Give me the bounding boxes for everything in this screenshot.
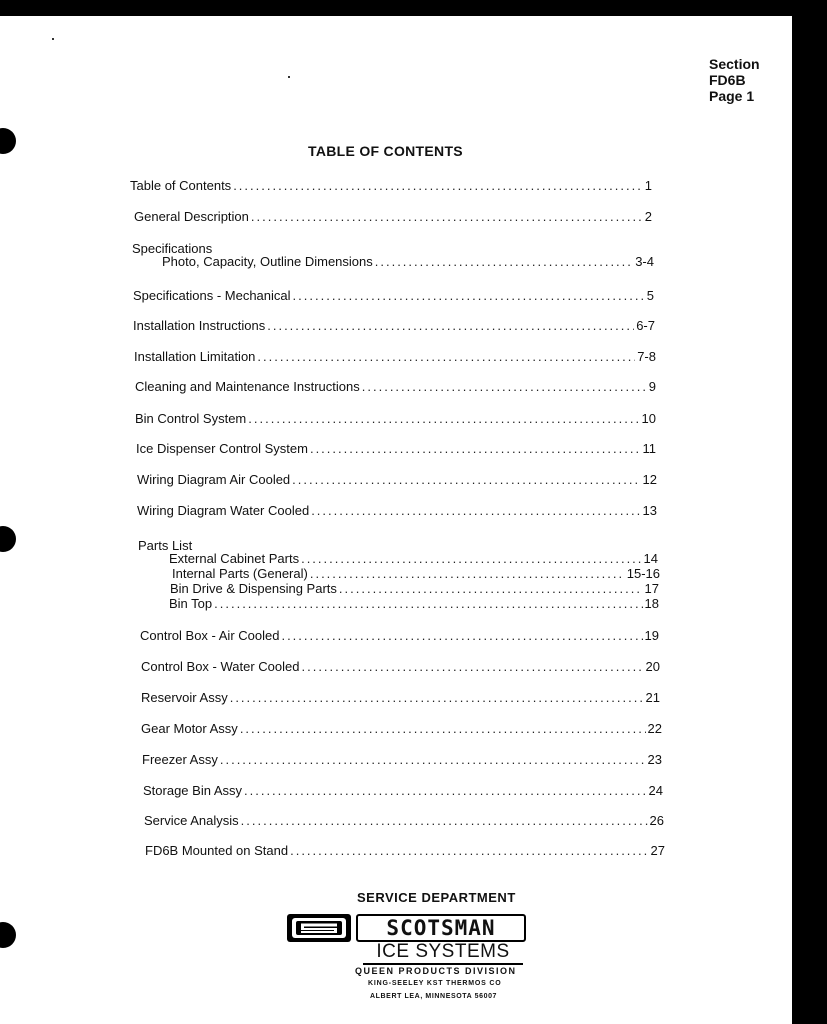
product-line: ICE SYSTEMS — [363, 941, 523, 965]
toc-entry-page: 23 — [647, 752, 662, 767]
toc-entry-page: 5 — [646, 288, 654, 303]
toc-entry-page: 21 — [645, 690, 660, 705]
toc-entry-page: 9 — [648, 379, 656, 394]
brand-name: SCOTSMAN — [356, 914, 526, 942]
toc-entry-page: 12 — [642, 472, 657, 487]
toc-entry-page: 27 — [650, 843, 665, 858]
toc-entry-label: External Cabinet Parts — [169, 551, 300, 566]
toc-entry-label: Ice Dispenser Control System — [136, 441, 308, 456]
section-code: FD6B — [709, 72, 746, 88]
toc-entry-page: 3-4 — [635, 254, 654, 269]
page-number-label: Page 1 — [709, 88, 755, 104]
toc-entry-page: 24 — [648, 783, 663, 798]
toc-entry-page: 15-16 — [626, 566, 660, 581]
company-address: ALBERT LEA, MINNESOTA 56007 — [370, 993, 498, 1000]
document-page — [0, 16, 792, 1024]
toc-entry-page: 20 — [645, 659, 660, 674]
toc-entry-label: Reservoir Assy — [141, 690, 228, 705]
toc-entry-label: General Description — [134, 209, 249, 224]
toc-entry-label: Installation Limitation — [134, 349, 256, 364]
toc-entry-page: 14 — [643, 551, 658, 566]
toc-entry-label: Installation Instructions — [133, 318, 266, 333]
toc-entry-label: Bin Control System — [135, 411, 247, 426]
toc-entry-label: Storage Bin Assy — [143, 783, 242, 798]
service-department-label: SERVICE DEPARTMENT — [357, 890, 516, 905]
toc-entry-label: Gear Motor Assy — [141, 721, 238, 736]
toc-entry-label: Freezer Assy — [142, 752, 218, 767]
division-name: QUEEN PRODUCTS DIVISION — [355, 966, 517, 976]
toc-entry-page: 10 — [641, 411, 656, 426]
toc-entry-label: Control Box - Water Cooled — [141, 659, 300, 674]
toc-entry-label: Bin Top — [169, 596, 213, 611]
toc-entry-page: 7-8 — [637, 349, 656, 364]
toc-entry-label: Wiring Diagram Water Cooled — [137, 503, 310, 518]
toc-entry-page: 11 — [642, 441, 656, 456]
toc-entry-label: Control Box - Air Cooled — [140, 628, 280, 643]
toc-entry-page: 6-7 — [636, 318, 655, 333]
parent-company: KING-SEELEY KST THERMOS CO — [368, 980, 502, 987]
toc-title: TABLE OF CONTENTS — [308, 143, 463, 159]
toc-entry-label: Table of Contents — [130, 178, 232, 193]
toc-entry-label: Specifications - Mechanical — [133, 288, 291, 303]
scan-border-right — [792, 0, 827, 1024]
toc-entry-label: Internal Parts (General) — [172, 566, 308, 581]
toc-entry-label: Service Analysis — [144, 813, 239, 828]
toc-entry-label: Cleaning and Maintenance Instructions — [135, 379, 360, 394]
toc-entry-page: 18 — [644, 596, 659, 611]
toc-group-heading: Parts List — [138, 538, 193, 553]
toc-entry-label: Photo, Capacity, Outline Dimensions — [162, 254, 373, 269]
toc-entry-page: 22 — [647, 721, 662, 736]
toc-entry-label: FD6B Mounted on Stand — [145, 843, 289, 858]
toc-entry-page: 19 — [644, 628, 659, 643]
toc-entry-label: Wiring Diagram Air Cooled — [137, 472, 291, 487]
logo-s-icon — [287, 914, 351, 942]
section-label: Section — [709, 56, 760, 72]
toc-entry-label: Bin Drive & Dispensing Parts — [170, 581, 337, 596]
toc-entry-page: 17 — [644, 581, 659, 596]
toc-entry-page: 26 — [649, 813, 664, 828]
company-footer — [0, 16, 792, 1024]
toc-group-heading: Specifications — [132, 241, 213, 256]
scotsman-logo-icon — [287, 914, 351, 942]
toc-entry-page: 13 — [642, 503, 657, 518]
toc-entry-page: 2 — [644, 209, 652, 224]
toc-entry-page: 1 — [644, 178, 652, 193]
